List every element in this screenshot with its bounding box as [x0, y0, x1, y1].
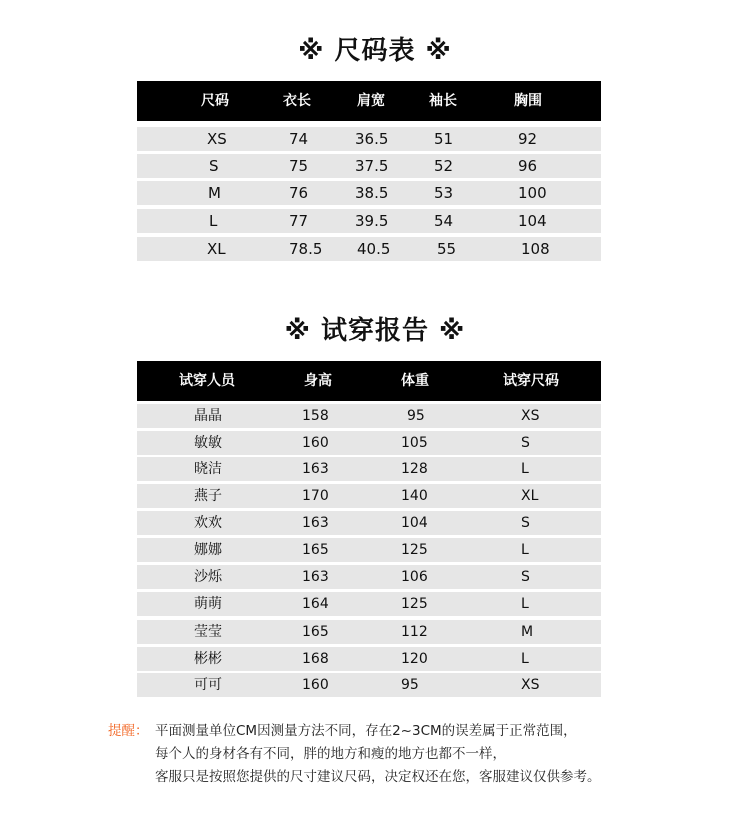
tester-cell: 萌萌	[194, 596, 222, 612]
size-cell: XS	[207, 130, 227, 148]
table-row	[137, 154, 601, 178]
length-cell: 76	[289, 184, 309, 202]
tester-cell: 晓洁	[194, 461, 222, 477]
weight-cell: 125	[401, 596, 428, 612]
table-row	[137, 237, 601, 261]
tester-cell: 可可	[194, 677, 222, 693]
fit-size-cell: L	[521, 461, 529, 477]
height-cell: 163	[302, 461, 329, 477]
chest-cell: 104	[518, 212, 547, 230]
tester-cell: 欢欢	[194, 515, 222, 531]
fitting-report-table	[137, 361, 601, 699]
fit-size-cell: L	[521, 651, 529, 667]
height-cell: 164	[302, 596, 329, 612]
header-shoulder: 肩宽	[357, 93, 385, 109]
notes-line: 每个人的身材各有不同，胖的地方和瘦的地方也都不一样，	[155, 746, 506, 762]
sleeve-cell: 55	[437, 240, 457, 258]
shoulder-cell: 37.5	[355, 157, 389, 175]
header-size: 尺码	[201, 93, 229, 109]
fit-size-cell: L	[521, 596, 529, 612]
size-cell: L	[209, 212, 218, 230]
sleeve-cell: 51	[434, 130, 454, 148]
height-cell: 170	[302, 488, 329, 504]
table-row	[137, 673, 601, 697]
height-cell: 158	[302, 408, 329, 424]
tester-cell: 燕子	[194, 488, 222, 504]
header-fit-size: 试穿尺码	[503, 373, 559, 389]
header-sleeve: 袖长	[429, 93, 457, 109]
header-chest: 胸围	[514, 93, 542, 109]
fit-size-cell: XS	[521, 677, 540, 693]
length-cell: 74	[289, 130, 309, 148]
length-cell: 75	[289, 157, 309, 175]
shoulder-cell: 40.5	[357, 240, 391, 258]
sleeve-cell: 52	[434, 157, 454, 175]
fit-size-cell: XS	[521, 408, 540, 424]
weight-cell: 112	[401, 624, 428, 640]
table-row	[137, 565, 601, 589]
size-cell: S	[209, 157, 219, 175]
shoulder-cell: 38.5	[355, 184, 389, 202]
size-chart-table	[137, 81, 601, 263]
chest-cell: 96	[518, 157, 538, 175]
table-row	[137, 538, 601, 562]
table-row	[137, 511, 601, 535]
chest-cell: 100	[518, 184, 547, 202]
height-cell: 165	[302, 624, 329, 640]
notes-line: 客服只是按照您提供的尺寸建议尺码，决定权还在您，客服建议仅供参考。	[155, 769, 601, 785]
size-cell: XL	[207, 240, 226, 258]
sleeve-cell: 54	[434, 212, 454, 230]
fit-size-cell: XL	[521, 488, 539, 504]
header-height: 身高	[304, 373, 332, 389]
notes-line: 平面测量单位CM因测量方法不同，存在2~3CM的误差属于正常范围，	[155, 723, 577, 739]
table-row	[137, 484, 601, 508]
height-cell: 163	[302, 515, 329, 531]
tester-cell: 晶晶	[194, 408, 222, 424]
weight-cell: 95	[401, 677, 419, 693]
weight-cell: 140	[401, 488, 428, 504]
fit-size-cell: S	[521, 515, 530, 531]
header-length: 衣长	[283, 93, 311, 109]
height-cell: 160	[302, 435, 329, 451]
weight-cell: 125	[401, 542, 428, 558]
size-cell: M	[208, 184, 221, 202]
table-row	[137, 127, 601, 151]
header-weight: 体重	[401, 373, 429, 389]
table-row	[137, 620, 601, 644]
tester-cell: 沙烁	[194, 569, 222, 585]
table-row	[137, 647, 601, 671]
fit-size-cell: S	[521, 569, 530, 585]
header-tester: 试穿人员	[179, 373, 235, 389]
tester-cell: 娜娜	[194, 542, 222, 558]
size-chart-header	[137, 81, 601, 121]
weight-cell: 120	[401, 651, 428, 667]
fit-size-cell: L	[521, 542, 529, 558]
length-cell: 78.5	[289, 240, 323, 258]
fit-size-cell: S	[521, 435, 530, 451]
fitting-report-header	[137, 361, 601, 401]
tester-cell: 敏敏	[194, 435, 222, 451]
chest-cell: 92	[518, 130, 538, 148]
table-row	[137, 457, 601, 481]
shoulder-cell: 36.5	[355, 130, 389, 148]
notes-label: 提醒：	[108, 723, 149, 739]
weight-cell: 104	[401, 515, 428, 531]
shoulder-cell: 39.5	[355, 212, 389, 230]
length-cell: 77	[289, 212, 309, 230]
height-cell: 160	[302, 677, 329, 693]
weight-cell: 106	[401, 569, 428, 585]
table-row	[137, 592, 601, 616]
sleeve-cell: 53	[434, 184, 454, 202]
height-cell: 168	[302, 651, 329, 667]
table-row	[137, 404, 601, 428]
weight-cell: 128	[401, 461, 428, 477]
chest-cell: 108	[521, 240, 550, 258]
weight-cell: 95	[407, 408, 425, 424]
table-row	[137, 181, 601, 205]
tester-cell: 莹莹	[194, 624, 222, 640]
table-row	[137, 209, 601, 233]
table-row	[137, 431, 601, 455]
tester-cell: 彬彬	[194, 651, 222, 667]
size-chart-title: ※ 尺码表 ※	[298, 36, 452, 66]
height-cell: 163	[302, 569, 329, 585]
weight-cell: 105	[401, 435, 428, 451]
height-cell: 165	[302, 542, 329, 558]
fitting-report-title: ※ 试穿报告 ※	[284, 316, 466, 346]
fit-size-cell: M	[521, 624, 534, 640]
